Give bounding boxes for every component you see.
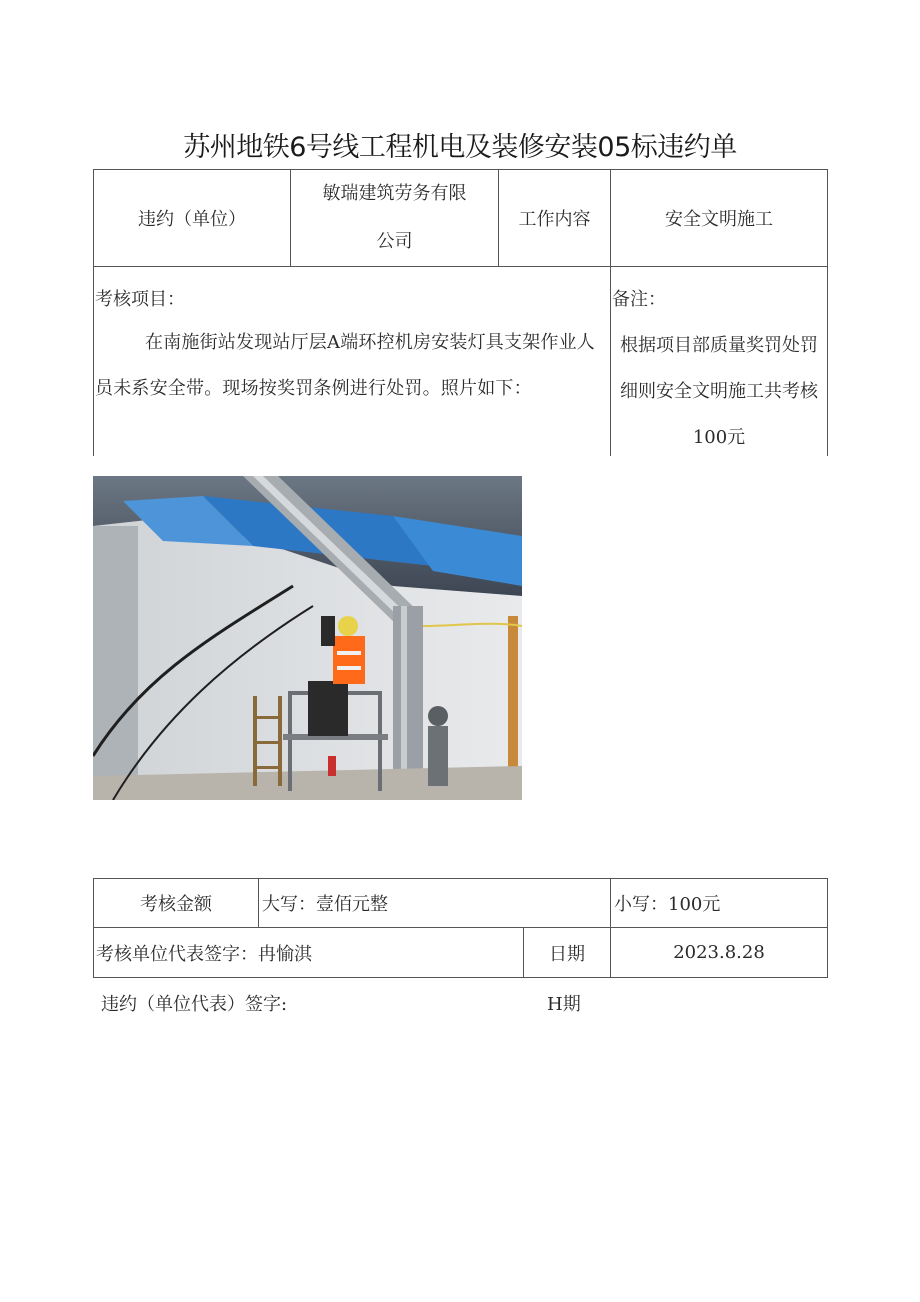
rep-signature: 考核单位代表签字：冉愉淇 [93, 927, 524, 978]
violator-date-label: H期 [547, 994, 581, 1015]
note-text: 根据项目部质量奖罚处罚细则安全文明施工共考核100元 [620, 335, 818, 448]
amount-upper: 大写：壹佰元整 [258, 878, 611, 928]
violator-signature-label: 违约（单位代表）签字: [101, 994, 288, 1015]
work-content-value: 安全文明施工 [610, 169, 828, 267]
violator-value-line2: 公司 [376, 231, 413, 252]
section-border-right [827, 266, 828, 456]
date-label: 日期 [523, 927, 611, 978]
document-title: 苏州地铁6号线工程机电及装修安装05标违约单 [183, 132, 737, 163]
section-border-middle [610, 266, 611, 456]
amount-lower: 小写：100元 [610, 878, 828, 928]
section-border-left [93, 266, 94, 456]
assessment-text: 在南施街站发现站厅层A端环控机房安装灯具支架作业人员未系安全带。现场按奖罚条例进行处罚。照片如下： [95, 332, 595, 399]
violator-label: 违约（单位） [93, 169, 291, 267]
violator-value-line1: 敏瑞建筑劳务有限 [322, 183, 467, 204]
date-value: 2023.8.28 [610, 927, 828, 978]
evidence-photo [93, 476, 522, 800]
amount-label: 考核金额 [93, 878, 259, 928]
violator-value [290, 169, 499, 267]
assessment-label: 考核项目： [95, 289, 185, 310]
work-content-label: 工作内容 [498, 169, 611, 267]
note-label: 备注： [612, 289, 666, 310]
